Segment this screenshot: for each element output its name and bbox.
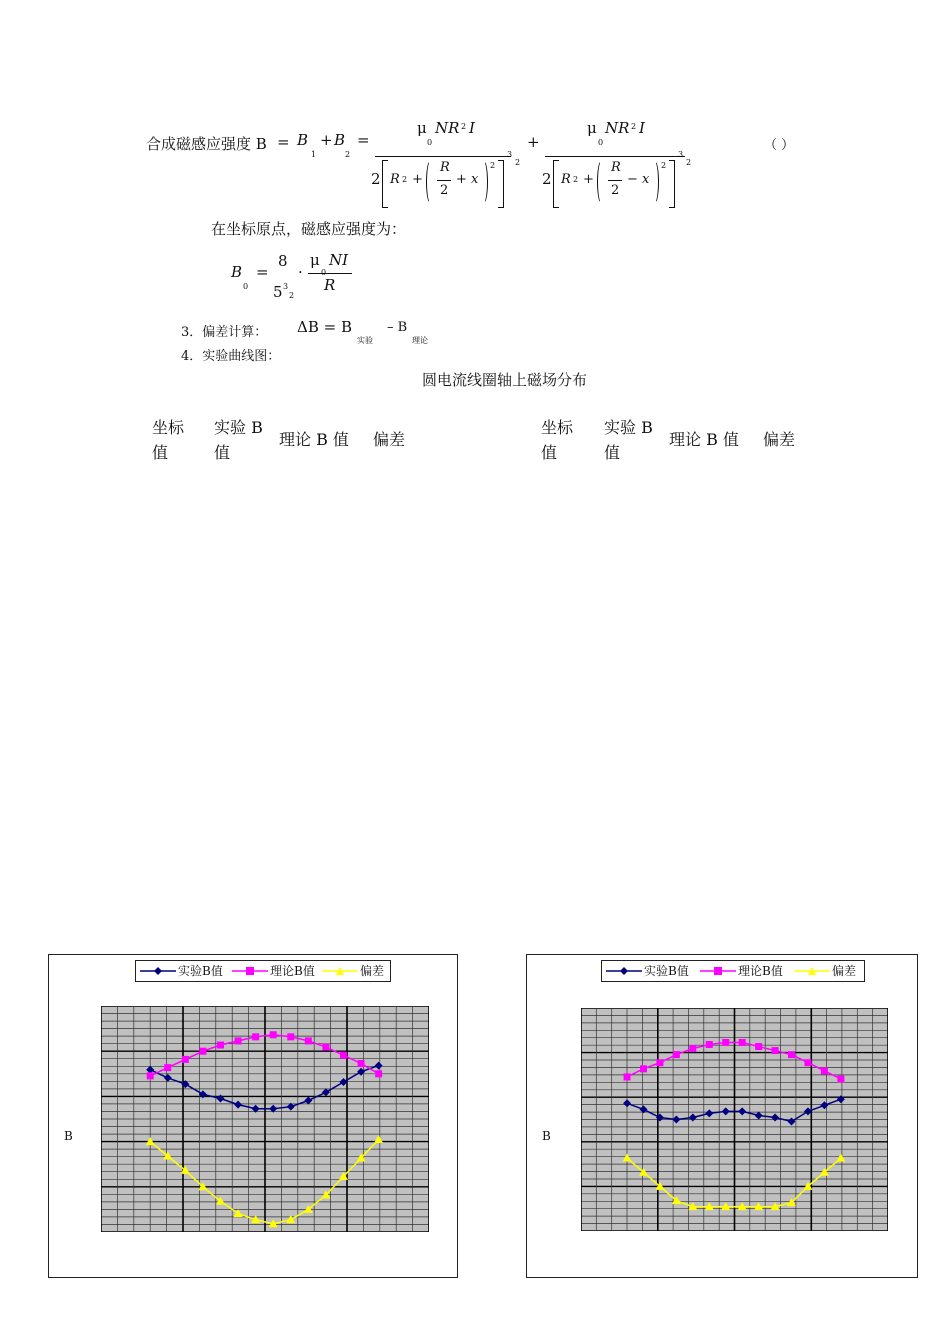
plot-area	[101, 1006, 429, 1232]
data-point	[672, 1116, 680, 1124]
chart-legend	[135, 960, 391, 982]
plot-area	[581, 1008, 888, 1231]
b0-exp2: 2	[289, 291, 295, 300]
data-point	[836, 1154, 845, 1162]
data-point	[821, 1067, 828, 1074]
num2-i: I	[639, 119, 645, 137]
header-dev: 偏差	[763, 430, 796, 449]
b0-num: 8	[278, 252, 288, 270]
den2-x: x	[642, 172, 650, 187]
item4-label: 4．实验曲线图：	[181, 349, 281, 364]
den2-left-paren	[597, 160, 606, 204]
data-point	[199, 1090, 207, 1098]
data-point	[234, 1209, 243, 1217]
den1-left-paren	[426, 160, 435, 204]
header-exp-2: 值	[604, 443, 621, 462]
header-coord-1: 坐标	[541, 418, 574, 437]
item3-sub-theory: 理论	[412, 336, 428, 345]
num1-i: I	[469, 119, 475, 137]
chart-right	[526, 954, 918, 1278]
den2-frac-r: R	[611, 160, 621, 175]
num1-sq: 2	[461, 122, 467, 131]
data-point	[689, 1113, 697, 1121]
data-point	[705, 1109, 713, 1117]
data-point	[722, 1039, 729, 1046]
b0-five: 5	[273, 283, 283, 301]
header-coord-2: 值	[152, 443, 169, 462]
legend-exp: 实验B值	[644, 964, 689, 978]
data-point	[820, 1101, 828, 1109]
den2-plus: +	[583, 172, 594, 187]
den1-frac-bar	[437, 180, 451, 181]
num1-nr: NR	[435, 119, 460, 137]
data-point	[837, 1075, 844, 1082]
data-point	[375, 1062, 383, 1070]
data-point	[624, 1073, 631, 1080]
den2-frac-two: 2	[611, 183, 620, 198]
b0-r: R	[324, 276, 336, 294]
den2-right-bracket	[669, 160, 675, 208]
formula-b1: B	[297, 131, 309, 149]
den2-r-sq: 2	[573, 175, 579, 184]
fraction-bar-1	[375, 156, 511, 157]
header-exp-2: 值	[214, 443, 231, 462]
data-point	[357, 1068, 365, 1076]
item3-minus-b: – B	[387, 320, 408, 335]
formula-sub2: 2	[345, 150, 351, 159]
den2-minus: −	[627, 172, 638, 187]
den1-right-paren	[479, 160, 488, 204]
equation-number: （ ）	[764, 138, 795, 153]
formula-sub1: 1	[311, 150, 317, 159]
formula-label: 合成磁感应强度 B	[146, 135, 267, 153]
b0-b: B	[231, 263, 243, 281]
num1-zero: 0	[427, 138, 433, 147]
data-point	[837, 1095, 845, 1103]
header-coord-1: 坐标	[152, 418, 185, 437]
den2-frac-bar	[608, 180, 622, 181]
data-point	[234, 1101, 242, 1109]
data-point	[164, 1074, 172, 1082]
data-point	[804, 1059, 811, 1066]
b0-fraction-bar	[308, 273, 352, 274]
legend-dev: 偏差	[832, 964, 857, 978]
data-point	[304, 1097, 312, 1105]
chart-legend	[601, 960, 865, 982]
data-point	[217, 1042, 224, 1049]
b0-ni: NI	[329, 251, 349, 269]
data-point	[722, 1107, 730, 1115]
data-point	[788, 1118, 796, 1126]
data-point	[706, 1041, 713, 1048]
den2-exp2: 2	[686, 158, 692, 167]
data-point	[623, 1099, 631, 1107]
data-point	[739, 1039, 746, 1046]
data-point	[182, 1056, 189, 1063]
den1-right-bracket	[498, 160, 504, 208]
data-point	[322, 1044, 329, 1051]
den1-r: R	[390, 172, 400, 187]
den1-x: x	[471, 172, 479, 187]
header-theory: 理论 B 值	[279, 430, 349, 449]
data-point	[235, 1037, 242, 1044]
data-point	[305, 1037, 312, 1044]
item3-expr: ΔB = B	[297, 318, 352, 336]
den2-right-paren	[650, 160, 659, 204]
den1-exp3: 3	[507, 150, 513, 159]
data-point	[358, 1060, 365, 1067]
num2-zero: 0	[598, 138, 604, 147]
data-point	[216, 1094, 224, 1102]
den1-paren-sq: 2	[490, 161, 496, 170]
data-point	[673, 1051, 680, 1058]
data-point	[199, 1048, 206, 1055]
den2-paren-sq: 2	[661, 161, 667, 170]
y-axis-label: B	[542, 1129, 551, 1143]
b0-mu: μ	[310, 251, 320, 269]
num2-mu: μ	[587, 119, 597, 137]
data-point	[623, 1154, 632, 1162]
header-theory: 理论 B 值	[669, 430, 739, 449]
data-point	[771, 1113, 779, 1121]
data-point	[738, 1107, 746, 1115]
b0-sub: 0	[243, 282, 249, 291]
data-point	[374, 1135, 383, 1143]
den1-inner-plus: +	[456, 172, 467, 187]
data-point	[287, 1033, 294, 1040]
data-point	[640, 1065, 647, 1072]
formula-eq: =	[277, 133, 290, 151]
y-axis-label: B	[64, 1129, 73, 1143]
chart-left	[48, 954, 458, 1278]
item3-label: 3．偏差计算：	[181, 325, 268, 340]
num1-mu: μ	[417, 119, 427, 137]
b0-dot: ·	[298, 263, 303, 281]
den2-two: 2	[542, 170, 552, 188]
header-dev: 偏差	[373, 430, 406, 449]
legend-theory: 理论B值	[738, 964, 783, 978]
den1-left-bracket	[382, 160, 388, 208]
data-point	[147, 1072, 154, 1079]
den1-exp2: 2	[515, 158, 521, 167]
header-exp-1: 实验 B	[604, 418, 653, 437]
item3-sub-exp: 实验	[357, 336, 373, 345]
data-point	[755, 1111, 763, 1119]
origin-text: 在坐标原点，磁感应强度为：	[211, 220, 407, 238]
formula-b2: B	[334, 131, 346, 149]
den1-frac-two: 2	[440, 183, 449, 198]
den1-plus: +	[412, 172, 423, 187]
legend-exp: 实验B值	[178, 964, 223, 978]
fraction-bar-2	[545, 156, 685, 157]
data-point	[340, 1052, 347, 1059]
header-exp-1: 实验 B	[214, 418, 263, 437]
den2-exp3: 3	[678, 150, 684, 159]
data-point	[270, 1031, 277, 1038]
den1-two: 2	[371, 170, 381, 188]
formula-eq2: =	[357, 131, 370, 149]
header-coord-2: 值	[541, 443, 558, 462]
data-point	[772, 1047, 779, 1054]
b0-eq: =	[256, 263, 269, 281]
den2-r: R	[561, 172, 571, 187]
data-point	[689, 1045, 696, 1052]
formula-plus-mid: +	[527, 133, 540, 151]
data-point	[788, 1051, 795, 1058]
den1-frac-r: R	[440, 160, 450, 175]
den2-left-bracket	[553, 160, 559, 208]
data-point	[755, 1043, 762, 1050]
data-point	[164, 1064, 171, 1071]
legend-dev: 偏差	[360, 964, 385, 978]
num2-sq: 2	[631, 122, 637, 131]
data-point	[286, 1215, 295, 1223]
legend-theory: 理论B值	[270, 964, 315, 978]
den1-r-sq: 2	[402, 175, 408, 184]
b0-exp3: 3	[283, 282, 289, 291]
num2-nr: NR	[605, 119, 630, 137]
data-point	[656, 1059, 663, 1066]
chart-title: 圆电流线圈轴上磁场分布	[422, 371, 588, 389]
data-point	[322, 1088, 330, 1096]
data-point	[375, 1070, 382, 1077]
formula-plus: +	[320, 131, 333, 149]
data-point	[252, 1033, 259, 1040]
